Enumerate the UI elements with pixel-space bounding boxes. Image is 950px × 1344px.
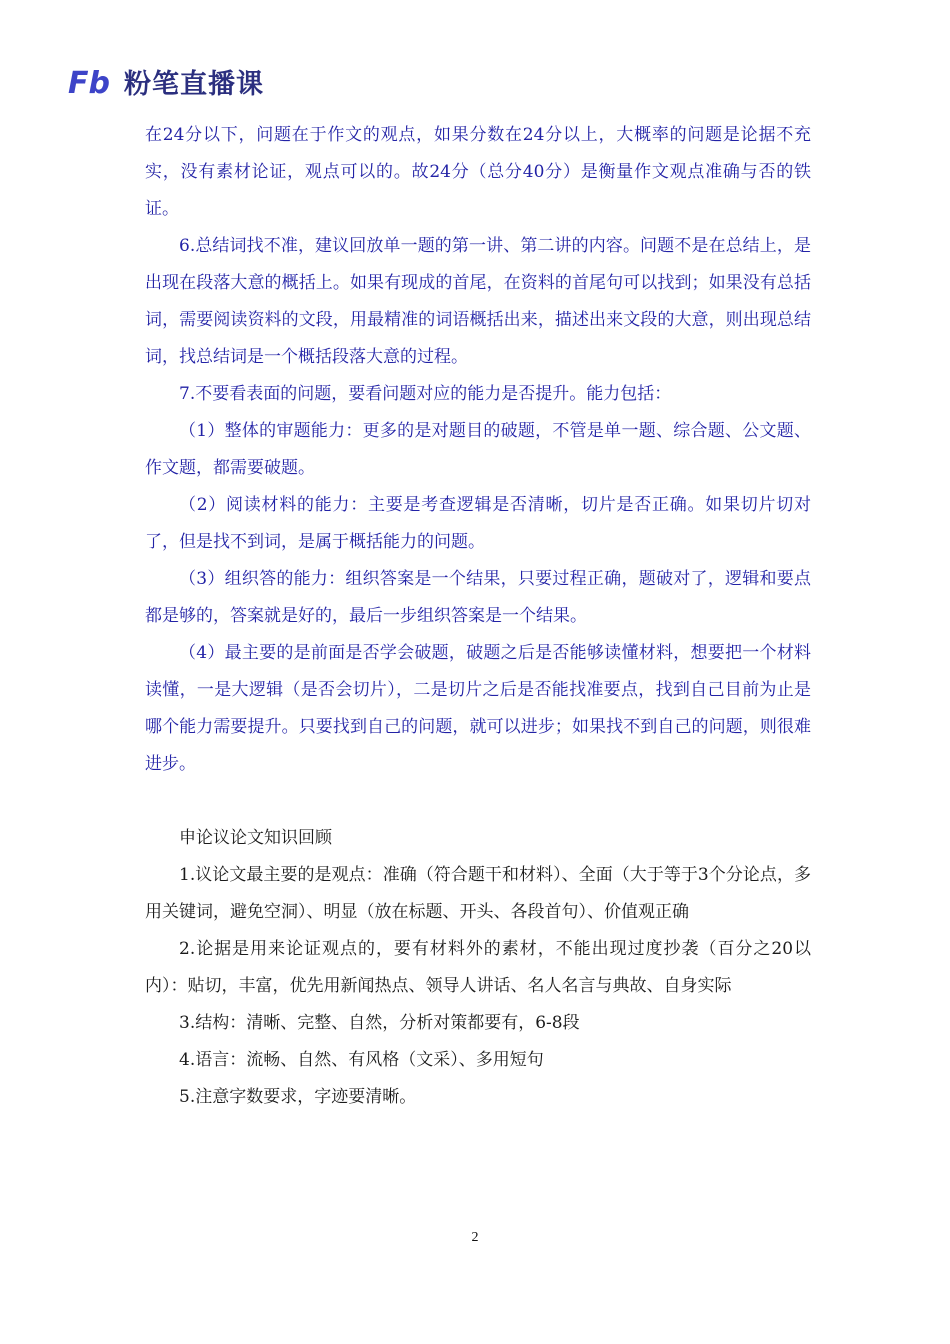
brand-logo <box>68 62 264 101</box>
paragraph: 7.不要看表面的问题，要看问题对应的能力是否提升。能力包括： <box>179 384 672 404</box>
paragraph: 5.注意字数要求，字迹要清晰。 <box>179 1087 417 1107</box>
paragraph: 2.论据是用来论证观点的，要有材料外的素材，不能出现过度抄袭（百分之20以内）：贴切，丰富，优先用新闻热点、领导人讲话、名人名言与典故、自身实际 <box>145 939 811 996</box>
fb-logo-icon <box>68 65 118 99</box>
section-title: 申论议论文知识回顾 <box>179 828 332 848</box>
document-body <box>145 117 811 1116</box>
spacer <box>145 783 811 820</box>
paragraph: （4）最主要的是前面是否学会破题，破题之后是否能够读懂材料，想要把一个材料读懂，一是大逻辑（是否会切片），二是切片之后是否能找准要点，找到自己目前为止是哪个能力需要提升。只要找到自己的问题，就可以进步；如果找不到自己的问题，则很难进步。 <box>145 643 811 774</box>
svg-text:Fb: Fb <box>68 65 110 99</box>
paragraph: 1.议论文最主要的是观点：准确（符合题干和材料）、全面（大于等于3个分论点，多用关键词，避免空洞）、明显（放在标题、开头、各段首句）、价值观正确 <box>145 865 811 922</box>
paragraph: 3.结构：清晰、完整、自然，分析对策都要有，6-8段 <box>179 1013 580 1033</box>
paragraph: （1）整体的审题能力：更多的是对题目的破题，不管是单一题、综合题、公文题、作文题，都需要破题。 <box>145 421 811 478</box>
paragraph: （3）组织答的能力：组织答案是一个结果，只要过程正确，题破对了，逻辑和要点都是够的，答案就是好的，最后一步组织答案是一个结果。 <box>145 569 811 626</box>
paragraph: 4.语言：流畅、自然、有风格（文采）、多用短句 <box>179 1050 544 1070</box>
paragraph: （2）阅读材料的能力：主要是考查逻辑是否清晰，切片是否正确。如果切片切对了，但是找不到词，是属于概括能力的问题。 <box>145 495 811 552</box>
paragraph: 在24分以下，问题在于作文的观点，如果分数在24分以上，大概率的问题是论据不充实，没有素材论证，观点可以的。故24分（总分40分）是衡量作文观点准确与否的铁证。 <box>145 125 811 219</box>
paragraph: 6.总结词找不准，建议回放单一题的第一讲、第二讲的内容。问题不是在总结上，是出现在段落大意的概括上。如果有现成的首尾，在资料的首尾句可以找到；如果没有总括词，需要阅读资料的文段，用最精准的词语概括出来，描述出来文段的大意，则出现总结词，找总结词是一个概括段落大意的过程。 <box>145 236 811 367</box>
brand-name: 粉笔直播课 <box>124 69 264 100</box>
page-number: 2 <box>471 1230 479 1245</box>
